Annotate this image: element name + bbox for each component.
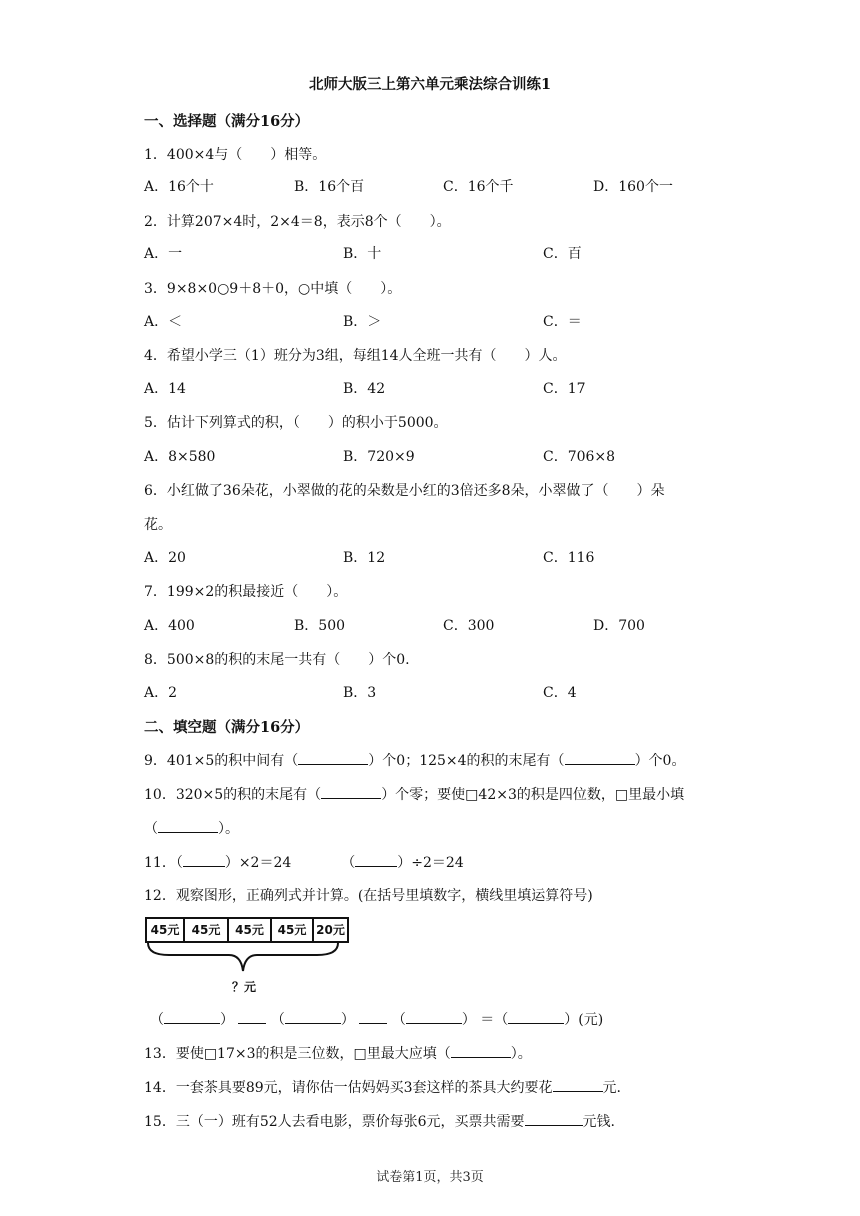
price-box: 20元	[316, 923, 345, 937]
price-box: 45元	[147, 919, 185, 941]
price-box: 45元	[272, 919, 314, 941]
question-15-part2: 元钱.	[582, 1114, 615, 1130]
answer-blank[interactable]	[164, 1023, 220, 1024]
question-3-option-b: B．＞	[343, 314, 382, 330]
right-paren: ）	[461, 1012, 476, 1028]
question-5-option-c: C．706×8	[543, 449, 616, 465]
question-2-option-b: B．十	[343, 246, 382, 262]
question-11-part3: （	[341, 855, 356, 871]
right-paren: ）	[564, 1012, 579, 1028]
question-14-part2: 元.	[602, 1080, 621, 1096]
question-4-option-b: B．42	[343, 381, 386, 397]
price-box: 45元	[229, 919, 272, 941]
operator-blank[interactable]	[238, 1023, 266, 1024]
question-14-part1: 14．一套茶具要89元，请你估一估妈妈买3套这样的茶具大约要花	[144, 1080, 553, 1096]
answer-blank[interactable]	[285, 1023, 341, 1024]
right-paren: ）	[340, 1012, 355, 1028]
page-footer: 试卷第1页，共3页	[376, 1170, 484, 1185]
question-5-option-a: A．8×580	[144, 449, 216, 465]
question-7-option-c: C．300	[443, 618, 495, 634]
answer-blank[interactable]	[158, 832, 218, 833]
question-13-part1: 13．要使□17×3的积是三位数，□里最大应填（	[144, 1046, 451, 1062]
question-11-part2: ）×2＝24	[224, 855, 292, 871]
answer-blank[interactable]	[183, 866, 225, 867]
question-2-option-a: A．一	[144, 246, 183, 262]
question-10-part2: ）个零；要使□42×3的积是四位数，□里最小填	[381, 787, 685, 803]
question-11-part4: ）÷2＝24	[397, 855, 464, 871]
question-9-part2: ）个0；125×4的积的末尾有（	[368, 753, 565, 769]
question-9-part3: ）个0。	[634, 753, 686, 769]
question-6-stem-line2: 花。	[144, 517, 172, 533]
question-14	[144, 1077, 621, 1097]
answer-blank[interactable]	[508, 1023, 564, 1024]
question-3-stem: 3．9×8×0○9＋8＋0，○中填（ ）。	[144, 281, 402, 297]
question-2-stem: 2．计算207×4时，2×4＝8，表示8个（ ）。	[144, 214, 451, 230]
equals-sign: ＝	[480, 1012, 495, 1028]
question-5-option-b: B．720×9	[343, 449, 415, 465]
answer-blank[interactable]	[553, 1091, 603, 1092]
question-8-option-b: B．3	[343, 685, 377, 701]
answer-blank[interactable]	[321, 798, 381, 799]
question-5-stem: 5．估计下列算式的积，（ ）的积小于5000。	[144, 415, 448, 431]
curly-brace-icon	[145, 941, 341, 977]
question-7-option-b: B．500	[294, 618, 346, 634]
question-4-option-c: C．17	[543, 381, 586, 397]
question-6-option-b: B．12	[343, 550, 386, 566]
section-heading-fill: 二、填空题（满分16分）	[144, 719, 310, 736]
question-9	[144, 750, 685, 770]
question-10-line2	[144, 818, 239, 838]
question-4-option-a: A．14	[144, 381, 186, 397]
question-3-option-a: A．＜	[144, 314, 183, 330]
question-15-part1: 15．三（一）班有52人去看电影，票价每张6元，买票共需要	[144, 1114, 525, 1130]
answer-blank[interactable]	[451, 1057, 511, 1058]
question-3-option-c: C．＝	[543, 314, 582, 330]
question-11	[144, 852, 464, 872]
question-15	[144, 1111, 615, 1131]
question-1-option-a: A．16个十	[144, 179, 214, 195]
left-paren: （	[494, 1012, 509, 1028]
price-box: 45元	[185, 919, 229, 941]
answer-blank[interactable]	[565, 764, 635, 765]
answer-blank[interactable]	[525, 1125, 583, 1126]
question-1-stem: 1．400×4与（ ）相等。	[144, 147, 327, 163]
question-8-option-c: C．4	[543, 685, 577, 701]
left-paren: （	[270, 1012, 285, 1028]
operator-blank[interactable]	[359, 1023, 387, 1024]
question-10-part4: ）。	[218, 821, 239, 837]
question-6-option-a: A．20	[144, 550, 186, 566]
question-7-option-d: D．700	[593, 618, 645, 634]
question-12-equation	[150, 1009, 603, 1029]
question-4-stem: 4．希望小学三（1）班分为3组，每组14人全班一共有（ ）人。	[144, 348, 567, 364]
left-paren: （	[391, 1012, 406, 1028]
right-paren: ）	[220, 1012, 234, 1028]
price-bar	[145, 917, 349, 943]
question-1-option-b: B．16个百	[294, 179, 365, 195]
left-paren: （	[150, 1012, 164, 1028]
question-9-part1: 9．401×5的积中间有（	[144, 753, 299, 769]
page-title: 北师大版三上第六单元乘法综合训练1	[308, 76, 552, 93]
question-7-stem: 7．199×2的积最接近（ ）。	[144, 584, 348, 600]
question-10-line1	[144, 784, 684, 804]
question-6-option-c: C．116	[543, 550, 595, 566]
unit-label: (元)	[578, 1012, 604, 1028]
question-13-part2: ）。	[510, 1046, 532, 1062]
question-12-stem: 12．观察图形，正确列式并计算。(在括号里填数字，横线里填运算符号)	[144, 888, 593, 904]
question-6-stem-line1: 6．小红做了36朵花，小翠做的花的朵数是小红的3倍还多8朵，小翠做了（ ）朵	[144, 483, 665, 499]
question-8-option-a: A．2	[144, 685, 178, 701]
question-1-option-d: D．160个一	[593, 179, 673, 195]
total-question-label: ？元	[232, 980, 257, 994]
question-2-option-c: C．百	[543, 246, 582, 262]
price-segment-figure	[145, 917, 345, 1003]
question-13	[144, 1043, 532, 1063]
question-11-part1: 11．（	[144, 855, 183, 871]
question-7-option-a: A．400	[144, 618, 195, 634]
section-heading-choice: 一、选择题（满分16分）	[144, 113, 310, 130]
answer-blank[interactable]	[355, 866, 397, 867]
question-1-option-c: C．16个千	[443, 179, 514, 195]
answer-blank[interactable]	[406, 1023, 462, 1024]
question-10-part1: 10．320×5的积的末尾有（	[144, 787, 322, 803]
answer-blank[interactable]	[298, 764, 368, 765]
question-8-stem: 8．500×8的积的末尾一共有（ ）个0.	[144, 652, 410, 668]
question-10-part3: （	[144, 821, 158, 837]
